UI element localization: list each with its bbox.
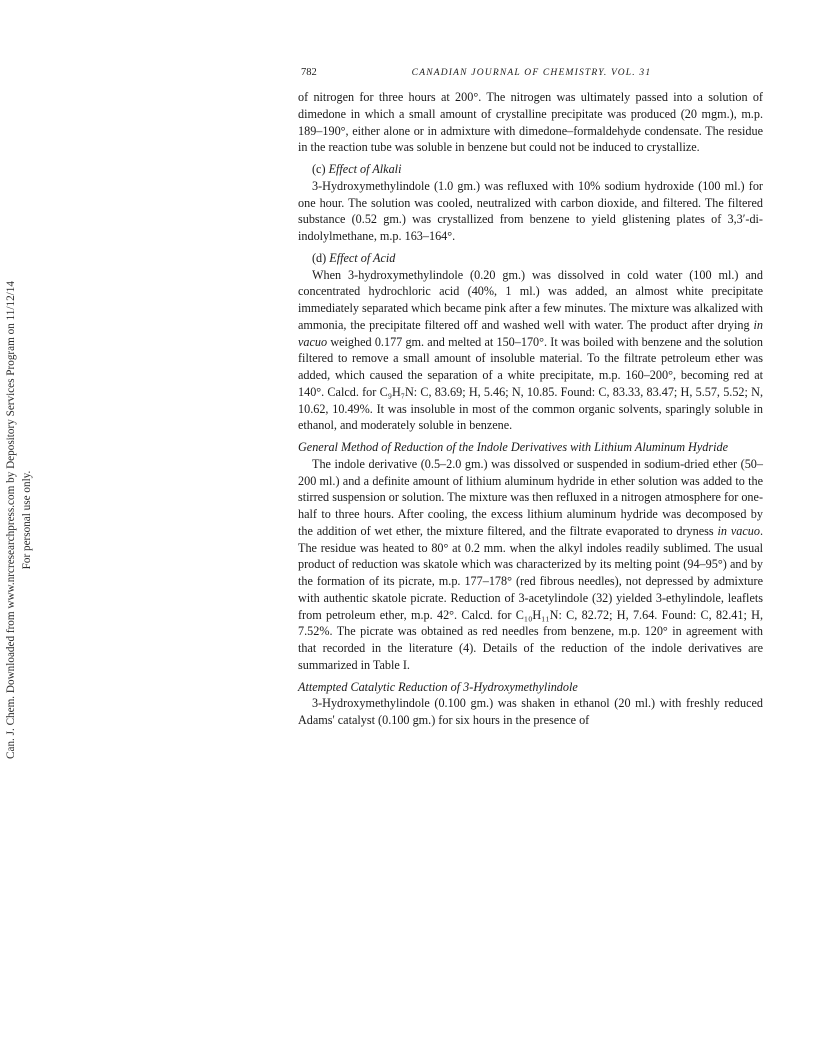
paragraph-nitrogen: of nitrogen for three hours at 200°. The nitrogen was ultimately passed into a solution of dimedone in which a small amount of crystalline precipitate was produced (20 mgm.), m.p. 189–190°, either alone or in admixture with dimedone–formaldehyde condensate. The residue in the reaction tube was soluble in benzene but could not be induced to crystallize. xyxy=(298,90,763,155)
article-body xyxy=(298,89,763,729)
paragraph-reduction xyxy=(298,456,763,674)
italic-phrase: in vacuo xyxy=(717,523,760,538)
subsection-label: (d) xyxy=(312,250,327,265)
watermark-line-source: Can. J. Chem. Downloaded from www.nrcresearchpress.com by Depository Services Program on 11/12/14 xyxy=(5,281,17,759)
text-run: When 3-hydroxymethylindole (0.20 gm.) was dissolved in cold water (100 ml.) and concentrated hydrochloric acid (40%, 1 ml.) was added, an almost white precipitate immediately separated which became pink after a few minutes. The mixture was alkalized with ammonia, the precipitate filtered off and washed well with water. The product after drying xyxy=(298,267,763,332)
watermark-line-usage: For personal use only. xyxy=(21,470,33,570)
subsection-heading-acid xyxy=(298,250,763,267)
section-heading-catalytic: Attempted Catalytic Reduction of 3-Hydroxymethylindole xyxy=(298,679,578,694)
paragraph-catalytic: 3-Hydroxymethylindole (0.100 gm.) was shaken in ethanol (20 ml.) with freshly reduced Adams' catalyst (0.100 gm.) for six hours in the presence of xyxy=(298,696,763,727)
italic-phrase: in vacuo xyxy=(298,317,763,349)
subsection-title: Effect of Alkali xyxy=(328,162,402,176)
running-header xyxy=(301,66,762,80)
text-run: . The residue was heated to 80° at 0.2 mm. when the alkyl indoles readily sublimed. The usual product of reduction was skatole which was characterized by its melting point (94–95°) and by the formation of its picrate, m.p. 177–178° (red fibrous needles), not depressed by admixture with authentic skatole picrate. Reduction of 3-acetylindole (32) yielded 3-ethylindole, leaflets from petroleum ether, m.p. 42°. Calcd. for C₁₀H₁₁N: C, 82.72; H, 7.64. Found: C, 82.41; H, 7.52%. The picrate was obtained as red needles from benzene, m.p. 120° in agreement with that recorded in the literature (4). Details of the reduction of the indole derivatives are summarized in Table I. xyxy=(298,523,764,672)
paragraph-alkali: 3-Hydroxymethylindole (1.0 gm.) was refluxed with 10% sodium hydroxide (100 ml.) for one hour. The solution was cooled, neutralized with carbon dioxide, and filtered. The filtered substance (0.52 gm.) was crystallized from benzene to yield glistening plates of 3,3′-di-indolylmethane, m.p. 163–164°. xyxy=(298,178,763,243)
paragraph-acid xyxy=(298,267,763,435)
subsection-heading-alkali xyxy=(298,161,763,178)
text-run: The indole derivative (0.5–2.0 gm.) was dissolved or suspended in sodium-dried ether (50–200 ml.) and a definite amount of lithium aluminum hydride in ether solution was added to the stirred suspension or solution. The mixture was then refluxed in a nitrogen atmosphere for one-half to three hours. After cooling, the excess lithium aluminum hydride was decomposed by the addition of wet ether, the mixture filtered, and the filtrate evaporated to dryness xyxy=(298,456,763,538)
text-run: weighed 0.177 gm. and melted at 150–170°. It was boiled with benzene and the solution filtered to remove a small amount of insoluble material. To the filtrate petroleum ether was added, which caused the separation of a white precipitate, m.p. 160–200°, becoming red at 140°. Calcd. for C₉H₇N: C, 83.69; H, 5.46; N, 10.85. Found: C, 83.33, 83.47; H, 5.57, 5.52; N, 10.62, 10.49%. It was insoluble in most of the common organic solvents, sparingly soluble in ethanol, and moderately soluble in benzene. xyxy=(298,334,763,433)
running-title: CANADIAN JOURNAL OF CHEMISTRY. VOL. 31 xyxy=(411,68,652,78)
download-watermark xyxy=(4,240,44,800)
subsection-label: (c) xyxy=(312,162,326,176)
subsection-title: Effect of Acid xyxy=(329,250,396,265)
page-number: 782 xyxy=(301,67,317,78)
section-heading-reduction: General Method of Reduction of the Indole Derivatives with Lithium Aluminum Hydride xyxy=(298,440,728,454)
